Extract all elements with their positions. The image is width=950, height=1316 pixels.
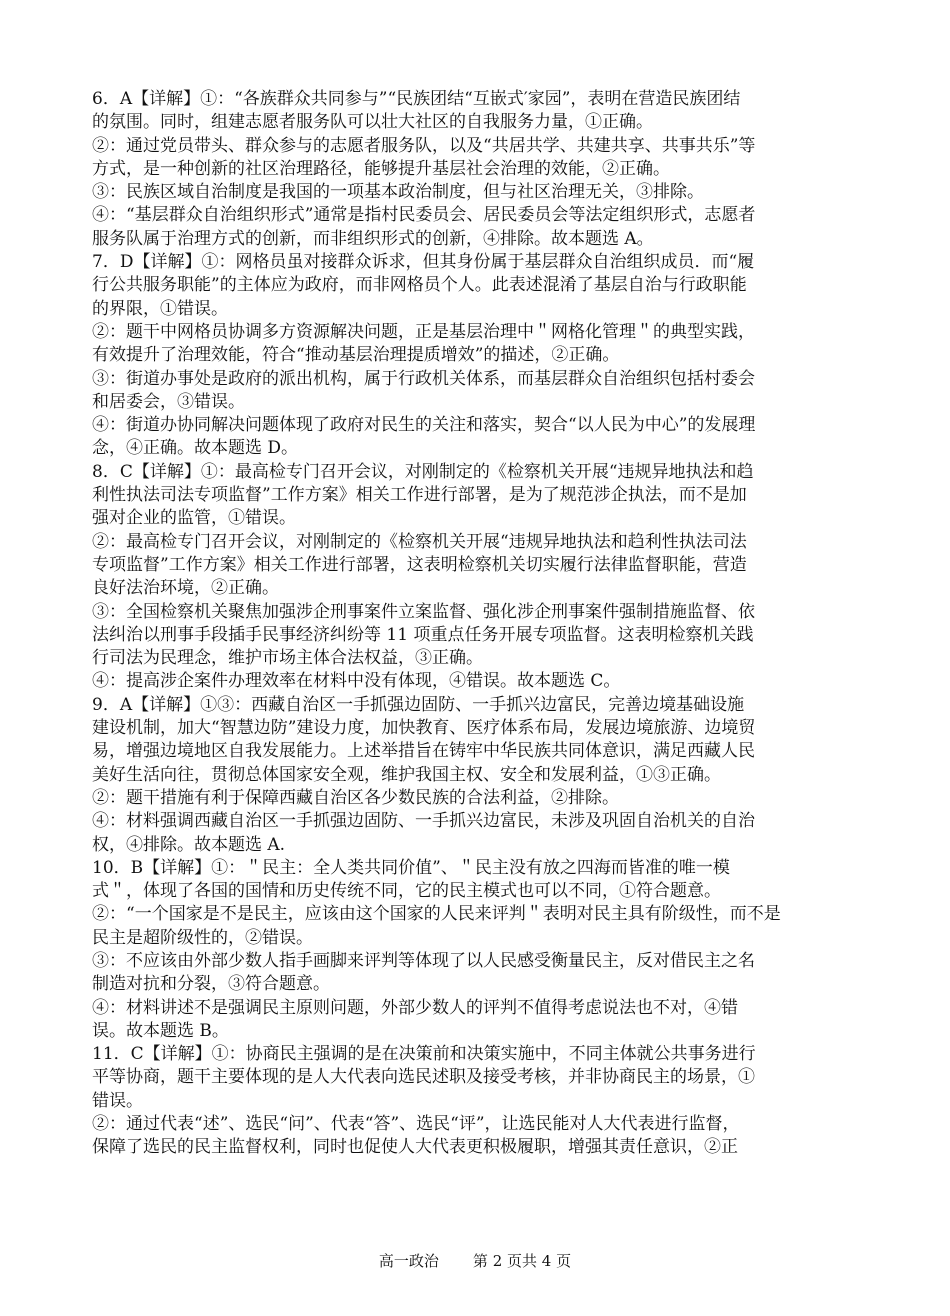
text-line: 9．A【详解】①③：西藏自治区一手抓强边固防、一手抓兴边富民，完善边境基础设施 <box>92 694 745 715</box>
text-line: ④：“基层群众自治组织形式”通常是指村民委员会、居民委员会等法定组织形式，志愿者 <box>92 205 756 226</box>
text-line: 行公共服务职能”的主体应为政府，而非网格员个人。此表述混淆了基层自治与行政职能 <box>92 275 747 296</box>
text-line: 行司法为民理念，维护市场主体合法权益，③正确。 <box>92 648 483 669</box>
text-line: ③：街道办事处是政府的派出机构，属于行政机关体系，而基层群众自治组织包括村委会 <box>92 368 755 389</box>
footer-subject: 高一政治 <box>378 1252 439 1270</box>
text-line: 的界限，①错误。 <box>92 298 228 319</box>
text-line: ④：材料强调西藏自治区一手抓强边固防、一手抓兴边富民，未涉及巩固自治机关的自治 <box>92 811 755 832</box>
text-line: 良好法治环境，②正确。 <box>92 578 279 599</box>
text-line: 11．C【详解】①：协商民主强调的是在决策前和决策实施中，不同主体就公共事务进行 <box>92 1044 756 1065</box>
text-line: 保障了选民的民主监督权利，同时也促使人大代表更积极履职，增强其责任意识，②正 <box>92 1137 738 1158</box>
text-line: 8．C【详解】①：最高检专门召开会议，对刚制定的《检察机关开展“违规异地执法和趋 <box>92 461 754 482</box>
text-line: 法纠治以刑事手段插手民事经济纠纷等 11 项重点任务开展专项监督。这表明检察机关践 <box>92 624 754 645</box>
text-line: 方式，是一种创新的社区治理路径，能够提升基层社会治理的效能，②正确。 <box>92 158 670 179</box>
text-line: ③：全国检察机关聚焦加强涉企刑事案件立案监督、强化涉企刑事案件强制措施监督、依 <box>92 601 755 622</box>
text-line: 和居委会，③错误。 <box>92 391 245 412</box>
text-line: 民主是超阶级性的，②错误。 <box>92 927 313 948</box>
text-line: 式＂，体现了各国的国情和历史传统不同，它的民主模式也可以不同，①符合题意。 <box>92 881 721 902</box>
text-line: 服务队属于治理方式的创新，而非组织形式的创新，④排除。故本题选 A。 <box>92 228 654 249</box>
text-line: 利性执法司法专项监督”工作方案》相关工作进行部署，是为了规范涉企执法，而不是加 <box>92 485 747 506</box>
text-line: 建设机制，加大“智慧边防”建设力度，加快教育、医疗体系布局，发展边境旅游、边境贸 <box>92 718 756 739</box>
text-line: 念，④正确。故本题选 D。 <box>92 438 299 459</box>
text-line: 美好生活向往，贯彻总体国家安全观，维护我国主权、安全和发展利益，①③正确。 <box>92 764 721 785</box>
footer-page-number: 第 2 页共 4 页 <box>472 1252 572 1270</box>
text-line: ②：题干措施有利于保障西藏自治区各少数民族的合法利益，②排除。 <box>92 787 619 808</box>
text-line: 易，增强边境地区自我发展能力。上述举措旨在铸牢中华民族共同体意识，满足西藏人民 <box>92 741 755 762</box>
text-line: 制造对抗和分裂，③符合题意。 <box>92 974 330 995</box>
text-line: 错误。 <box>92 1090 143 1111</box>
text-line: 专项监督”工作方案》相关工作进行部署，这表明检察机关切实履行法律监督职能，营造 <box>92 554 747 575</box>
answer-text-body <box>92 88 867 1160</box>
text-line: 误。故本题选 B。 <box>92 1020 229 1041</box>
text-line: ②：通过党员带头、群众参与的志愿者服务队，以及“共居共学、共建共享、共事共乐”等 <box>92 135 756 156</box>
text-line: ③：民族区域自治制度是我国的一项基本政治制度，但与社区治理无关，③排除。 <box>92 182 704 203</box>
text-line: ②：题干中网格员协调多方资源解决问题，正是基层治理中＂网格化管理＂的典型实践， <box>92 321 755 342</box>
text-line: 的氛围。同时，组建志愿者服务队可以壮大社区的自我服务力量，①正确。 <box>92 112 653 133</box>
text-line: ④：提高涉企案件办理效率在材料中没有体现，④错误。故本题选 C。 <box>92 671 621 692</box>
text-line: 有效提升了治理效能，符合“推动基层治理提质增效”的描述，②正确。 <box>92 345 620 366</box>
text-line: 强对企业的监管，①错误。 <box>92 508 296 529</box>
text-line: ④：材料讲述不是强调民主原则问题，外部少数人的评判不值得考虑说法也不对，④错 <box>92 997 738 1018</box>
text-line: 平等协商，题干主要体现的是人大代表向选民述职及接受考核，并非协商民主的场景，① <box>92 1067 755 1088</box>
text-line: 10．B【详解】①：＂民主：全人类共同价值”、＂民主没有放之四海而皆准的唯一模 <box>92 857 730 878</box>
text-line: 权，④排除。故本题选 A. <box>92 834 286 855</box>
text-line: ③：不应该由外部少数人指手画脚来评判等体现了以人民感受衡量民主，反对借民主之名 <box>92 950 755 971</box>
page-footer <box>0 1251 950 1271</box>
text-line: 6．A【详解】①：“各族群众共同参与”“民族团结“互嵌式′家园”，表明在营造民族团结 <box>92 89 741 109</box>
text-line: ④：街道办协同解决问题体现了政府对民生的关注和落实，契合“以人民为中心”的发展理 <box>92 415 756 436</box>
text-line: ②：最高检专门召开会议，对刚制定的《检察机关开展“违规异地执法和趋利性执法司法 <box>92 531 747 552</box>
text-line: ②：通过代表“述”、选民“问”、代表“答”、选民“评”，让选民能对人大代表进行监督， <box>92 1114 740 1135</box>
text-line: 7．D【详解】①：网格员虽对接群众诉求，但其身份属于基层群众自治组织成员．而“履 <box>92 252 755 273</box>
text-line: ②：“一个国家是不是民主，应该由这个国家的人民来评判＂表明对民主具有阶级性，而不是 <box>92 904 781 925</box>
